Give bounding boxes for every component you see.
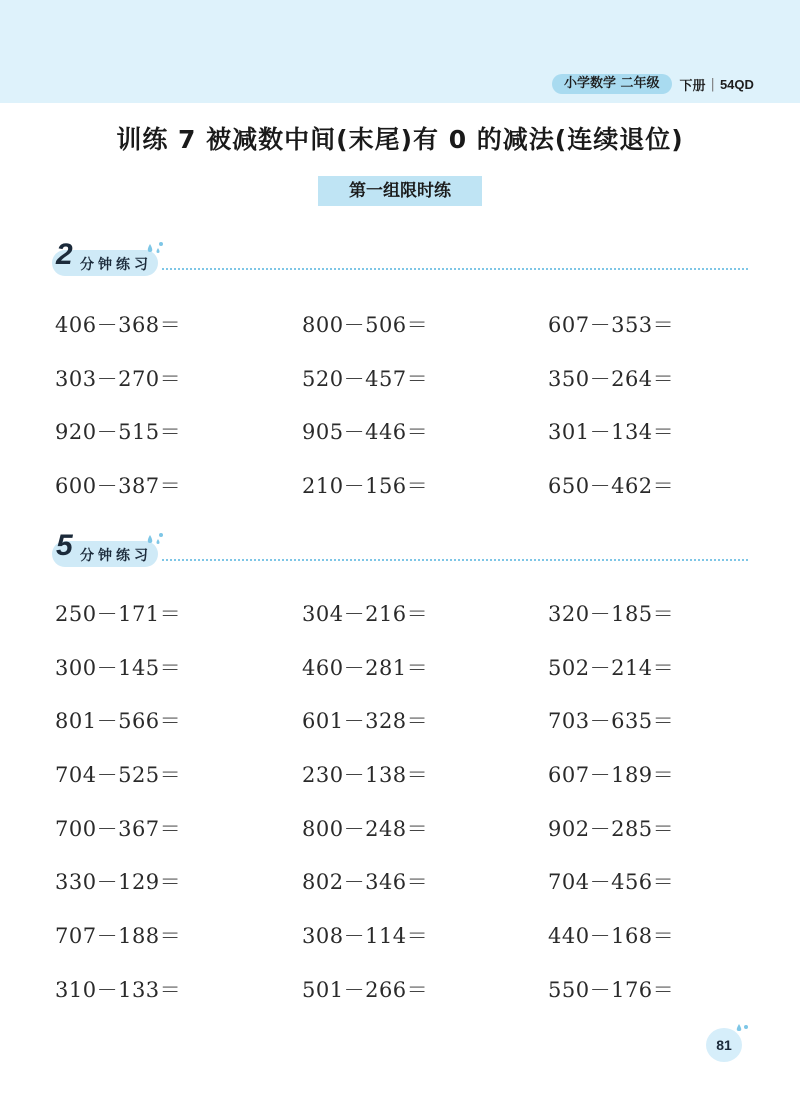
water-drops-icon: [144, 531, 166, 551]
problem: 210－156＝: [302, 474, 429, 499]
problem: 607－353＝: [548, 313, 675, 337]
problem: 350－264＝: [548, 366, 675, 391]
water-drops-icon: [144, 240, 166, 260]
problem: 800－506＝: [302, 313, 429, 337]
problem: 650－462＝: [548, 474, 675, 499]
problem: 250－171＝: [55, 602, 182, 626]
problem: 600－387＝: [55, 474, 182, 499]
group-label: 第一组限时练: [318, 176, 482, 206]
problem: 704－456＝: [548, 870, 675, 895]
page-title: 训练 7 被减数中间(末尾)有 0 的减法(连续退位): [116, 125, 684, 154]
problem: 320－185＝: [548, 602, 675, 626]
header-info: [552, 73, 754, 95]
problem: 301－134＝: [548, 420, 675, 445]
problem: 303－270＝: [55, 366, 182, 391]
problem: 801－566＝: [55, 709, 182, 734]
section-label: 分钟练习: [80, 548, 152, 564]
problem: 800－248＝: [302, 816, 429, 841]
problem: 230－138＝: [302, 763, 429, 788]
problem: 607－189＝: [548, 763, 675, 788]
section-minutes: 5: [56, 529, 73, 562]
problem: 802－346＝: [302, 870, 429, 895]
water-drops-icon: [734, 1022, 750, 1036]
header-separator: |: [710, 76, 715, 92]
problem: 440－168＝: [548, 924, 675, 949]
problem: 330－129＝: [55, 870, 182, 895]
problem: 700－367＝: [55, 816, 182, 841]
section-minutes: 2: [56, 238, 73, 271]
problem: 406－368＝: [55, 313, 182, 337]
problem: 502－214＝: [548, 655, 675, 680]
problem: 310－133＝: [55, 977, 182, 1002]
dotted-divider: [162, 268, 748, 270]
dotted-divider: [162, 559, 748, 561]
volume-label: 下册: [679, 78, 706, 94]
problem: 704－525＝: [55, 763, 182, 788]
problem: 460－281＝: [302, 655, 429, 680]
problem: 308－114＝: [302, 924, 429, 949]
edition-code: 54QD: [719, 76, 754, 92]
problem: 601－328＝: [302, 709, 429, 734]
problem: 902－285＝: [548, 816, 675, 841]
problem: 550－176＝: [548, 977, 675, 1002]
problem: 501－266＝: [302, 977, 429, 1002]
problem: 703－635＝: [548, 709, 675, 734]
section-label: 分钟练习: [80, 257, 152, 273]
subject-grade-badge: 小学数学 二年级: [552, 74, 672, 94]
problem: 905－446＝: [302, 420, 429, 445]
problem: 304－216＝: [302, 602, 429, 626]
page-number-badge: [706, 1028, 752, 1064]
section-header-2min: [52, 238, 752, 284]
problem: 520－457＝: [302, 366, 429, 391]
problem: 707－188＝: [55, 924, 182, 949]
problem: 920－515＝: [55, 420, 182, 445]
page-number: 81: [716, 1037, 732, 1053]
section-header-5min: [52, 529, 752, 575]
problem: 300－145＝: [55, 655, 182, 680]
